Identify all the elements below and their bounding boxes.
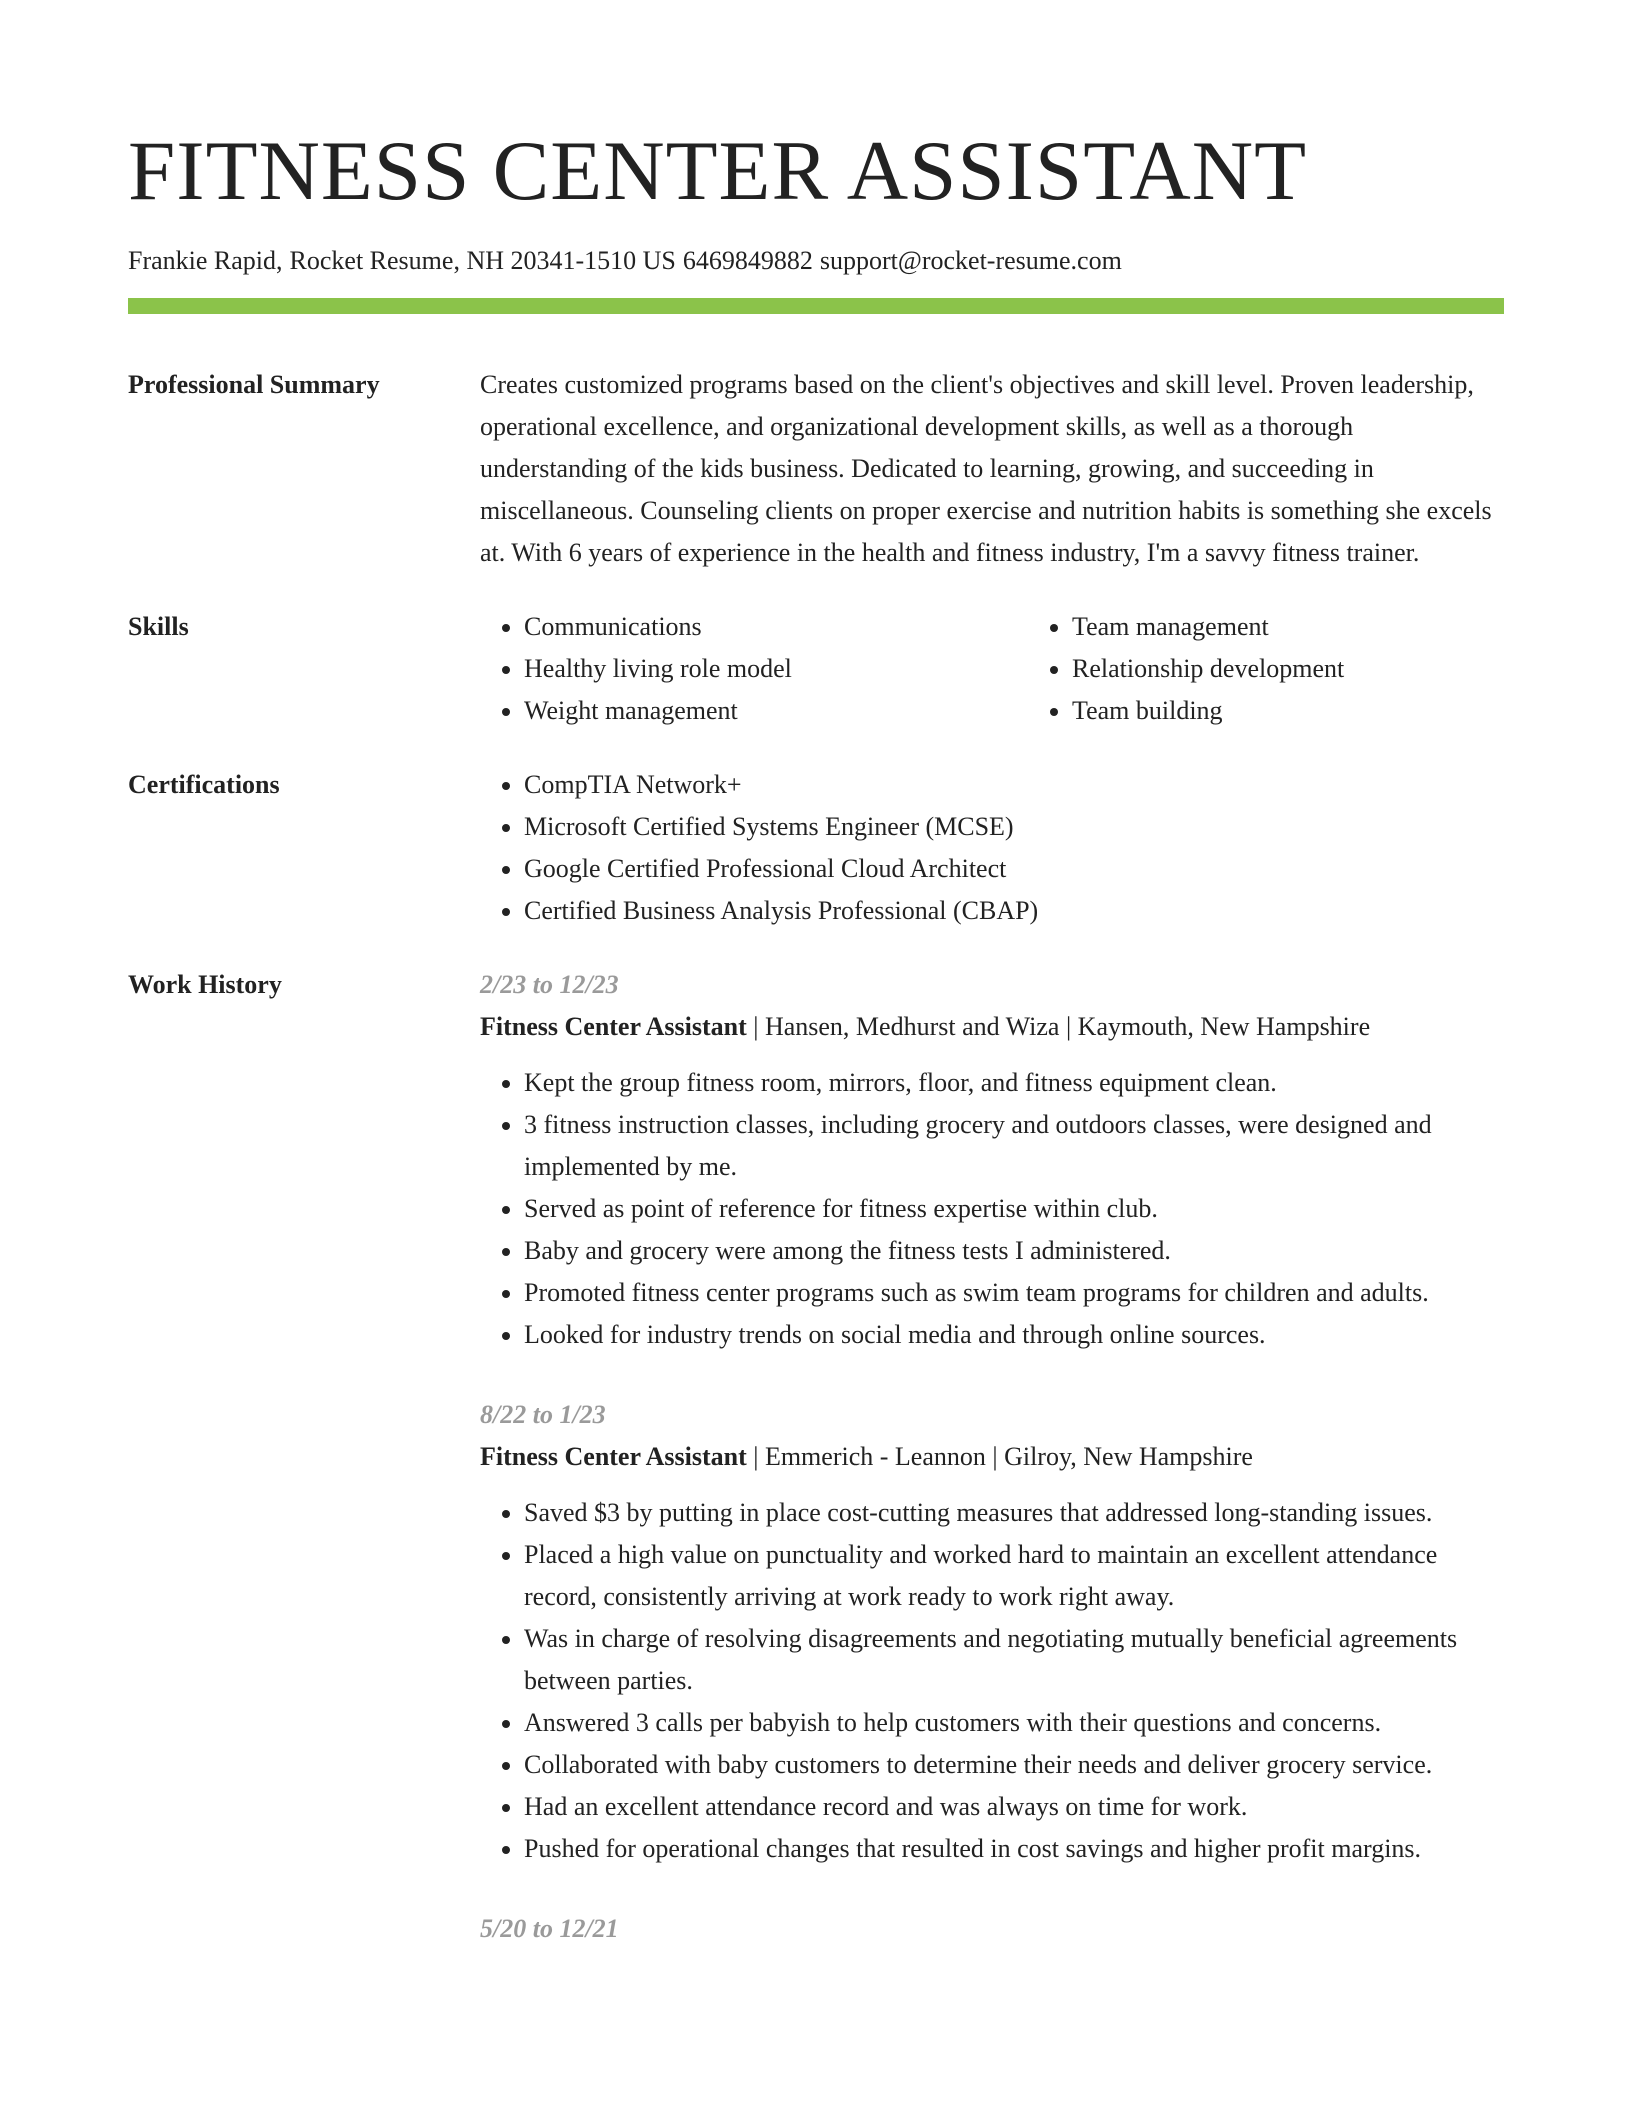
certification-item: • Microsoft Certified Systems Engineer (MCSE) <box>524 806 1504 848</box>
skill-item: • Team building <box>1072 690 1576 732</box>
contact-line <box>128 244 1504 278</box>
summary-section <box>128 364 1504 574</box>
job-details: | Emmerich - Leannon | Gilroy, New Hampshire <box>746 1442 1253 1471</box>
contact-address: Rocket Resume, NH 20341-1510 US <box>289 246 676 275</box>
skill-item: • Communications <box>524 606 1028 648</box>
skill-item: • Weight management <box>524 690 1028 732</box>
contact-name: Frankie Rapid, <box>128 246 283 275</box>
job-duty: • Pushed for operational changes that resulted in cost savings and higher profit margins. <box>524 1828 1504 1870</box>
job-duty: • Saved $3 by putting in place cost-cutting measures that addressed long-standing issues. <box>524 1492 1504 1534</box>
job-duty: • Was in charge of resolving disagreements and negotiating mutually beneficial agreements between parties. <box>524 1618 1504 1702</box>
job-title: Fitness Center Assistant <box>480 1442 747 1471</box>
certifications-heading: Certifications <box>128 770 280 799</box>
skill-item: • Healthy living role model <box>524 648 1028 690</box>
job-duty: • Baby and grocery were among the fitness tests I administered. <box>524 1230 1504 1272</box>
job-duties-list <box>480 1062 1504 1356</box>
job-duty: • Collaborated with baby customers to determine their needs and deliver grocery service. <box>524 1744 1504 1786</box>
resume-title: FITNESS CENTER ASSISTANT <box>128 124 1308 218</box>
job-duty: • Kept the group fitness room, mirrors, floor, and fitness equipment clean. <box>524 1062 1504 1104</box>
contact-phone: 6469849882 <box>682 246 813 275</box>
work-history-heading: Work History <box>128 970 282 999</box>
job-entry <box>480 1908 1504 1950</box>
skills-list-right <box>1028 606 1576 732</box>
skill-item: • Relationship development <box>1072 648 1576 690</box>
job-duty: • 3 fitness instruction classes, including grocery and outdoors classes, were designed and implemented by me. <box>524 1104 1504 1188</box>
job-duty: • Served as point of reference for fitness expertise within club. <box>524 1188 1504 1230</box>
resume-page <box>128 0 1504 1988</box>
job-duty: • Placed a high value on punctuality and worked hard to maintain an excellent attendance record, consistently arriving at work ready to work right away. <box>524 1534 1504 1618</box>
job-duty: • Promoted fitness center programs such as swim team programs for children and adults. <box>524 1272 1504 1314</box>
job-dates: 2/23 to 12/23 <box>480 970 619 999</box>
skills-heading: Skills <box>128 612 189 641</box>
skill-item: • Team management <box>1072 606 1576 648</box>
certifications-section <box>128 764 1504 932</box>
certification-item: • Certified Business Analysis Professional (CBAP) <box>524 890 1504 932</box>
job-header <box>480 1436 1504 1478</box>
certification-item: • Google Certified Professional Cloud Architect <box>524 848 1504 890</box>
job-title: Fitness Center Assistant <box>480 1012 747 1041</box>
job-entry <box>480 1394 1504 1870</box>
accent-divider <box>128 298 1504 314</box>
contact-email: support@rocket-resume.com <box>819 246 1122 275</box>
job-header <box>480 1006 1504 1048</box>
job-entry <box>480 964 1504 1356</box>
skills-section <box>128 606 1504 732</box>
certifications-list <box>480 764 1504 932</box>
work-history-section <box>128 964 1504 1988</box>
job-dates: 8/22 to 1/23 <box>480 1400 606 1429</box>
job-duty: • Answered 3 calls per babyish to help customers with their questions and concerns. <box>524 1702 1504 1744</box>
job-details: | Hansen, Medhurst and Wiza | Kaymouth, New Hampshire <box>746 1012 1371 1041</box>
job-dates: 5/20 to 12/21 <box>480 1914 619 1943</box>
job-duty: • Looked for industry trends on social media and through online sources. <box>524 1314 1504 1356</box>
summary-text: Creates customized programs based on the client's objectives and skill level. Proven leadership, operational excellence, and organizational development skills, as well as a thorough understanding of the kids business. Dedicated to learning, growing, and succeeding in miscellaneous. Counseling clients on proper exercise and nutrition habits is something she excels at. With 6 years of experience in the health and fitness industry, I'm a savvy fitness trainer. <box>480 370 1492 567</box>
job-duties-list <box>480 1492 1504 1870</box>
skills-list-left <box>480 606 1028 732</box>
job-duty: • Had an excellent attendance record and was always on time for work. <box>524 1786 1504 1828</box>
summary-heading: Professional Summary <box>128 370 380 399</box>
certification-item: • CompTIA Network+ <box>524 764 1504 806</box>
